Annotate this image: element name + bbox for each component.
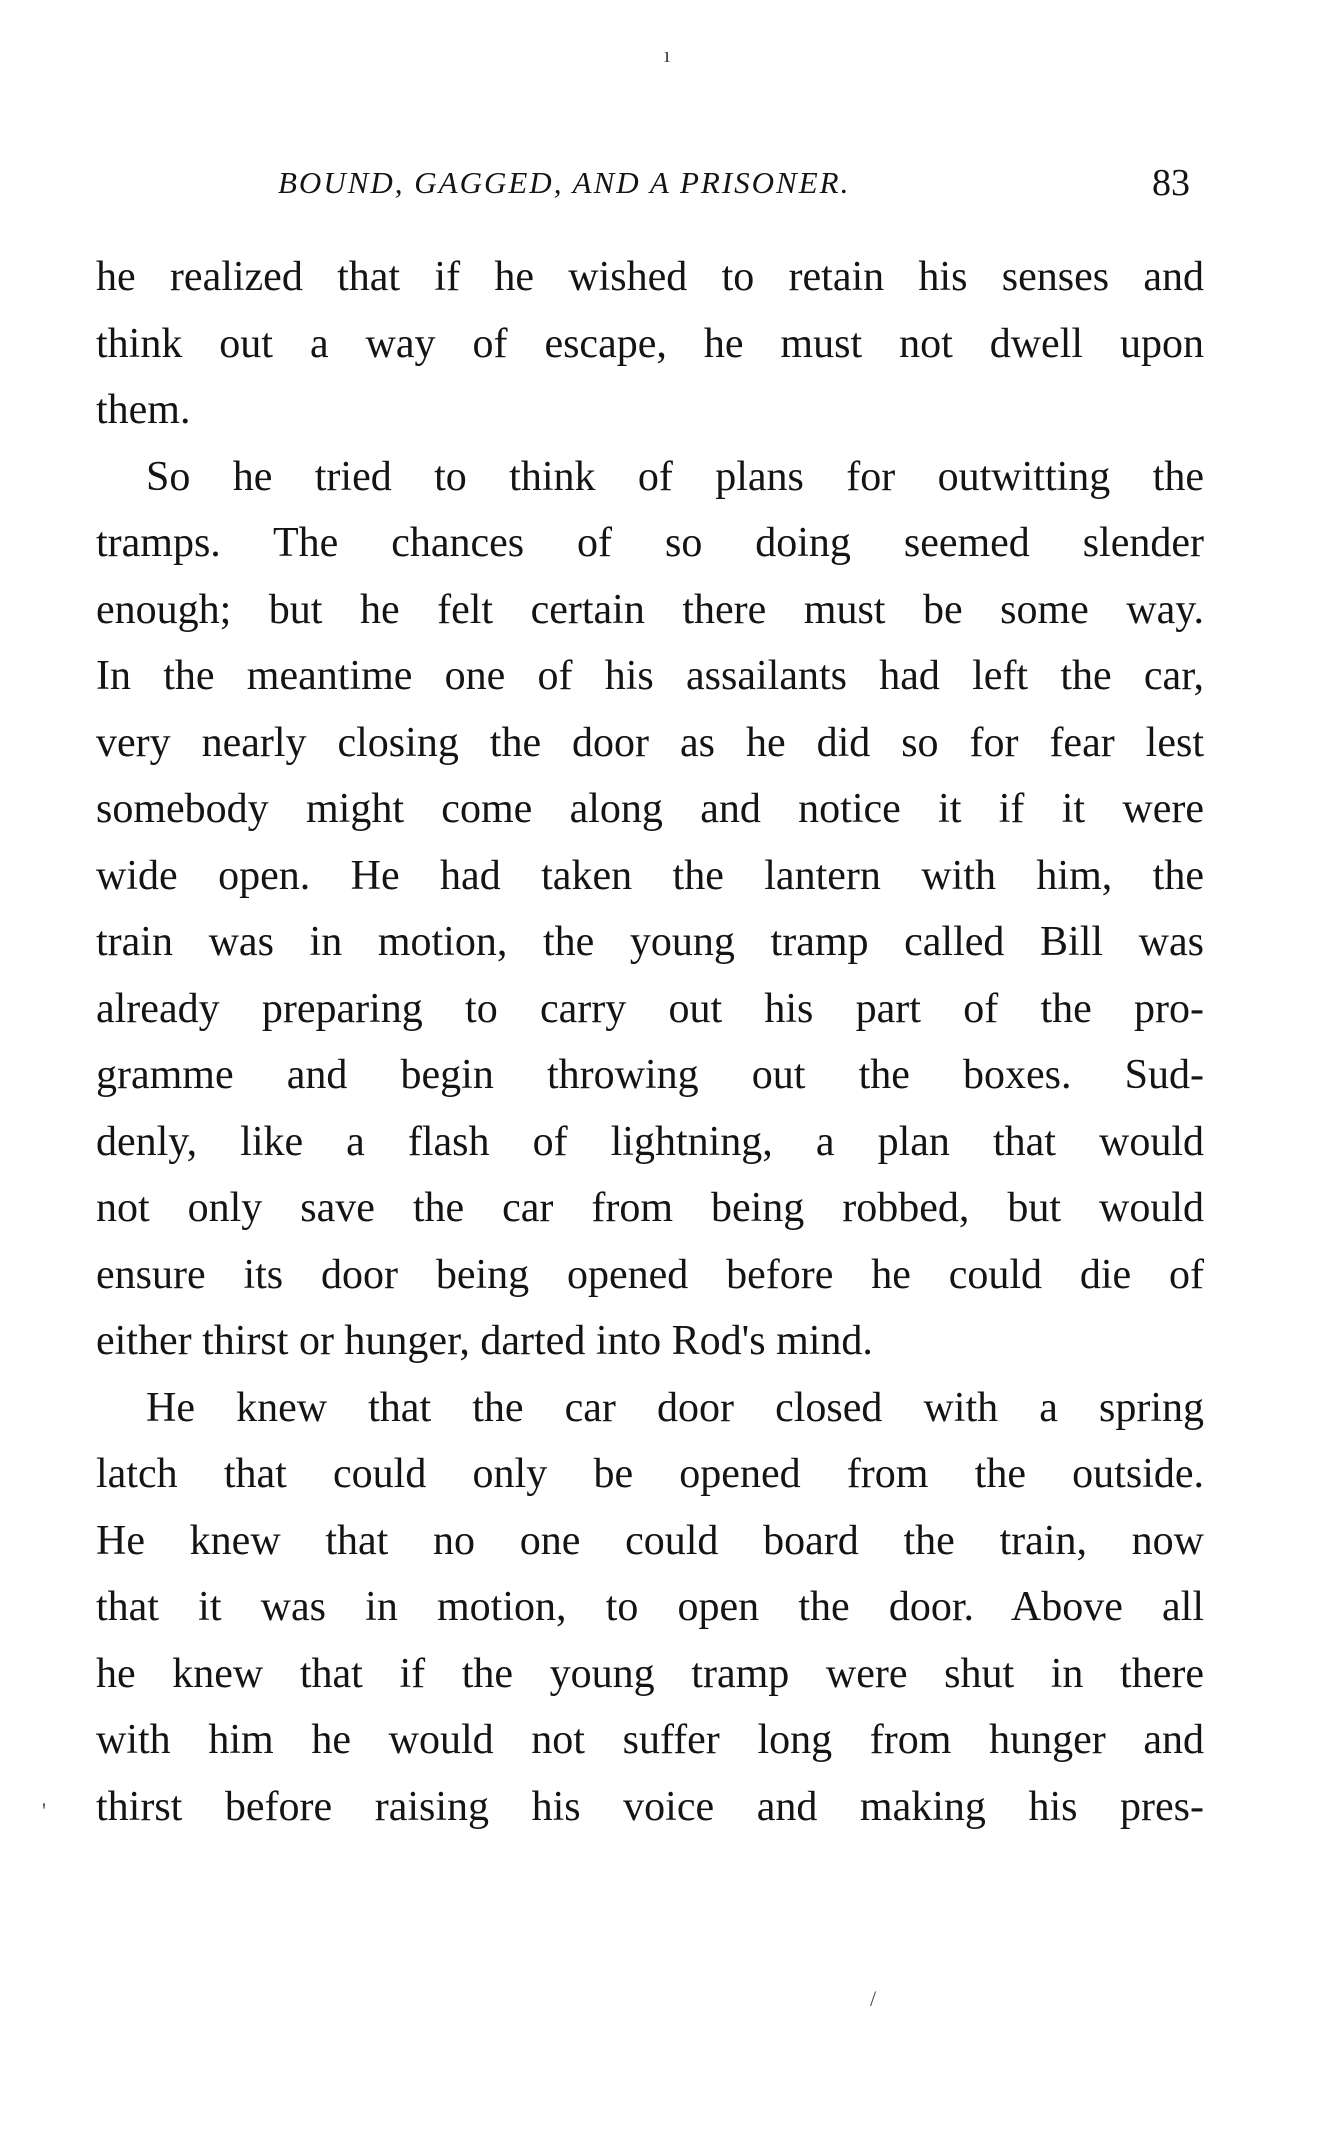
text-line: he knew that if the young tramp were shut in there — [96, 1650, 1204, 1697]
text-line: either thirst or hunger, darted into Rod's mind. — [96, 1318, 873, 1364]
chapter-title: BOUND, GAGGED, AND A PRISONER. — [278, 165, 851, 200]
text-line: He knew that no one could board the train, now — [96, 1517, 1204, 1564]
text-line: gramme and begin throwing out the boxes. Sud- — [96, 1052, 1204, 1098]
text-line: he realized that if he wished to retain his senses and — [96, 254, 1204, 300]
top-margin-mark: ı — [664, 42, 671, 67]
text-line: tramps. The chances of so doing seemed slender — [96, 520, 1204, 566]
text-line: train was in motion, the young tramp called Bill was — [96, 919, 1204, 965]
text-line: already preparing to carry out his part of the pro- — [96, 985, 1204, 1032]
text-line: thirst before raising his voice and making his pres- — [96, 1783, 1204, 1830]
body-text — [96, 244, 1204, 1840]
text-line: very nearly closing the door as he did so for fear lest — [96, 719, 1204, 766]
text-line: them. — [96, 387, 191, 433]
paragraph-1 — [96, 244, 1204, 444]
text-line: somebody might come along and notice it if it were — [96, 786, 1204, 832]
text-line: that it was in motion, to open the door. Above all — [96, 1584, 1204, 1630]
text-line: denly, like a flash of lightning, a plan that would — [96, 1118, 1204, 1165]
running-head — [0, 158, 1335, 208]
text-line: enough; but he felt certain there must be some way. — [96, 586, 1204, 633]
text-line: latch that could only be opened from the outside. — [96, 1451, 1204, 1497]
margin-speck: ' — [42, 1798, 46, 1823]
paragraph-2 — [96, 444, 1204, 1375]
page-number: 83 — [1152, 162, 1190, 204]
text-line: think out a way of escape, he must not dwell upon — [96, 320, 1204, 367]
bottom-speck: / — [870, 1986, 877, 2011]
text-line: So he tried to think of plans for outwitting the — [146, 453, 1204, 500]
text-line: wide open. He had taken the lantern with him, the — [96, 852, 1204, 899]
text-line: He knew that the car door closed with a spring — [146, 1384, 1204, 1431]
text-line: not only save the car from being robbed, but would — [96, 1185, 1204, 1231]
paragraph-3 — [96, 1375, 1204, 1841]
text-line: ensure its door being opened before he could die of — [96, 1251, 1204, 1298]
text-line: In the meantime one of his assailants had left the car, — [96, 653, 1204, 699]
text-line: with him he would not suffer long from hunger and — [96, 1717, 1204, 1763]
